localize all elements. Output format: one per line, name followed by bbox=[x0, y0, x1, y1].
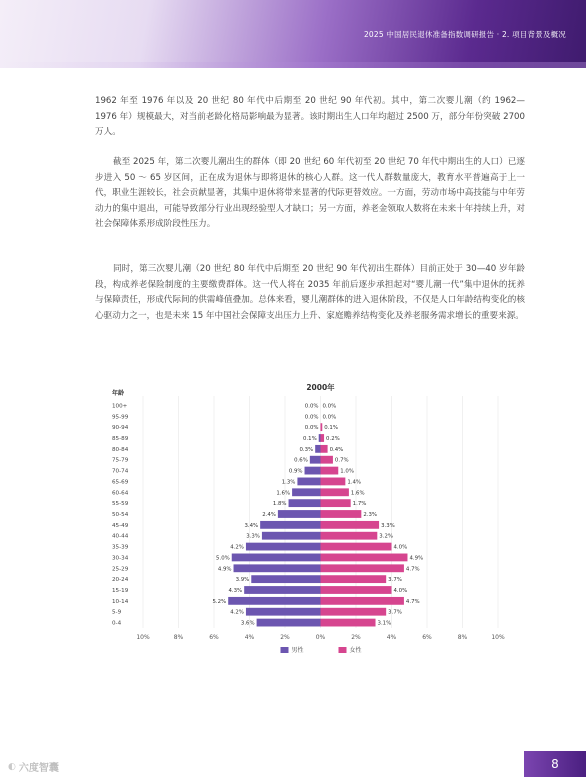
bar-female bbox=[321, 521, 380, 529]
bar-female bbox=[321, 532, 378, 540]
y-tick-label: 25-29 bbox=[112, 566, 129, 573]
data-label-male: 0.0% bbox=[304, 425, 319, 432]
data-label-female: 0.0% bbox=[322, 403, 337, 410]
data-label-male: 0.6% bbox=[294, 457, 308, 464]
bar-female bbox=[321, 564, 404, 572]
bar-female bbox=[321, 434, 325, 442]
data-label-female: 1.0% bbox=[340, 468, 354, 475]
y-tick-label: 30-34 bbox=[112, 555, 129, 562]
footer-logo-text: 六度智囊 bbox=[18, 763, 59, 774]
y-tick-label: 70-74 bbox=[112, 468, 129, 475]
bar-female bbox=[321, 554, 408, 562]
page-number-box bbox=[524, 751, 586, 777]
data-label-female: 1.6% bbox=[350, 490, 365, 497]
data-label-male: 3.6% bbox=[240, 620, 255, 627]
x-tick-label: 0% bbox=[315, 634, 326, 641]
x-tick-label: 2% bbox=[351, 634, 361, 641]
x-tick-label: 4% bbox=[244, 634, 255, 641]
y-tick-label: 45-49 bbox=[112, 522, 129, 529]
data-label-female: 0.1% bbox=[324, 425, 338, 432]
data-label-male: 0.0% bbox=[304, 403, 319, 410]
y-tick-label: 100+ bbox=[112, 403, 128, 410]
bar-female bbox=[321, 619, 376, 627]
bar-male bbox=[234, 564, 321, 572]
x-tick-label: 8% bbox=[173, 634, 184, 641]
data-label-male: 0.0% bbox=[304, 414, 319, 421]
y-tick-label: 85-89 bbox=[112, 436, 129, 442]
y-tick-label: 10-14 bbox=[112, 598, 129, 605]
data-label-female: 3.7% bbox=[388, 609, 402, 616]
x-tick-label: 10% bbox=[491, 634, 505, 641]
y-tick-label: 55-59 bbox=[112, 501, 129, 508]
x-tick-label: 8% bbox=[457, 634, 468, 641]
data-label-male: 1.8% bbox=[272, 501, 287, 508]
bar-female bbox=[321, 586, 392, 594]
chart-svg bbox=[110, 378, 520, 658]
y-tick-label: 80-84 bbox=[112, 446, 129, 453]
x-tick-label: 2% bbox=[280, 634, 290, 641]
x-tick-label: 6% bbox=[209, 634, 219, 641]
bar-female bbox=[321, 423, 323, 431]
paragraph-3 bbox=[95, 262, 525, 324]
bar-female bbox=[321, 597, 404, 605]
logo-mark-icon: ◐ bbox=[8, 761, 16, 772]
y-tick-label: 35-39 bbox=[112, 544, 129, 551]
bar-female bbox=[321, 456, 333, 464]
data-label-female: 3.1% bbox=[377, 620, 392, 627]
bar-male bbox=[262, 532, 321, 540]
bar-male bbox=[244, 586, 320, 594]
bar-male bbox=[251, 575, 320, 583]
data-label-male: 1.6% bbox=[276, 490, 291, 497]
bar-male bbox=[278, 510, 321, 518]
data-label-female: 4.7% bbox=[405, 598, 420, 605]
data-label-female: 3.2% bbox=[379, 533, 394, 540]
data-label-male: 0.3% bbox=[299, 446, 314, 453]
data-label-male: 4.2% bbox=[230, 544, 244, 551]
paragraph-2 bbox=[95, 155, 525, 233]
data-label-male: 3.4% bbox=[244, 522, 259, 529]
data-label-male: 4.3% bbox=[228, 588, 243, 594]
data-label-female: 3.7% bbox=[388, 577, 402, 584]
y-axis-label: 年龄 bbox=[112, 390, 125, 397]
header-band bbox=[0, 0, 586, 68]
bar-male bbox=[297, 478, 320, 486]
data-label-male: 5.2% bbox=[212, 598, 227, 605]
legend-swatch-male bbox=[281, 647, 289, 653]
bar-female bbox=[321, 608, 387, 616]
y-tick-label: 0-4 bbox=[112, 620, 122, 627]
data-label-female: 3.3% bbox=[381, 522, 395, 529]
chart-title: 2000年 bbox=[306, 383, 335, 392]
bar-male bbox=[257, 619, 321, 627]
y-tick-label: 20-24 bbox=[112, 577, 129, 584]
bar-male bbox=[289, 499, 321, 507]
data-label-male: 2.4% bbox=[262, 512, 276, 518]
bar-male bbox=[228, 597, 320, 605]
bar-male bbox=[232, 554, 321, 562]
data-label-female: 0.0% bbox=[322, 414, 337, 421]
bar-male bbox=[305, 467, 321, 475]
y-tick-label: 50-54 bbox=[112, 512, 129, 518]
bar-female bbox=[321, 575, 387, 583]
data-label-female: 4.0% bbox=[393, 544, 408, 551]
x-tick-label: 10% bbox=[136, 634, 150, 641]
data-label-female: 1.4% bbox=[347, 479, 362, 486]
bar-female bbox=[321, 543, 392, 551]
data-label-male: 4.9% bbox=[217, 566, 232, 573]
bar-female bbox=[321, 510, 362, 518]
bar-female bbox=[321, 488, 349, 496]
data-label-female: 4.7% bbox=[405, 566, 420, 573]
bar-female bbox=[321, 467, 339, 475]
bar-male bbox=[246, 608, 321, 616]
data-label-female: 0.7% bbox=[334, 457, 349, 464]
bar-male bbox=[310, 456, 321, 464]
data-label-male: 0.9% bbox=[288, 468, 303, 475]
x-tick-label: 6% bbox=[422, 634, 432, 641]
header-title: 2025 中国居民退休准备指数调研报告 · 2. 项目背景及概况 bbox=[363, 30, 566, 39]
data-label-male: 3.9% bbox=[235, 577, 250, 584]
data-label-male: 5.0% bbox=[216, 555, 230, 562]
bar-male bbox=[260, 521, 320, 529]
legend-label-male: 男性 bbox=[291, 647, 304, 654]
data-label-female: 2.3% bbox=[363, 512, 378, 518]
data-label-male: 0.1% bbox=[303, 436, 317, 442]
bar-male bbox=[315, 445, 320, 453]
bar-female bbox=[321, 478, 346, 486]
data-label-female: 0.2% bbox=[326, 436, 340, 442]
legend-label-female: 女性 bbox=[349, 647, 362, 654]
legend-swatch-female bbox=[339, 647, 347, 653]
bar-female bbox=[321, 499, 351, 507]
paragraph-2-text: 截至 2025 年，第二次婴儿潮出生的群体（即 20 世纪 60 年代初至 20 世纪 70 年代中期出生的人口）已逐步进入 50 ～ 65 岁区间，正在成为退休与即将退休的核心人群。这一代人群数量庞大，教育水平普遍高于上一代，职业生涯较长，社会贡献显著，其集中退休将带来显著的代际更替效应。一方面，劳动市场中高技能与中年劳动力的集中退出，可能导致部分行业出现经验型人才缺口；另一方面，养老金领取人数将在未来十年持续上升，对社会保障体系形成阶段性压力。 bbox=[95, 157, 525, 229]
bar-male bbox=[292, 488, 320, 496]
y-tick-label: 40-44 bbox=[112, 533, 129, 540]
x-tick-label: 4% bbox=[386, 634, 397, 641]
y-tick-label: 90-94 bbox=[112, 425, 129, 432]
y-tick-label: 65-69 bbox=[112, 479, 129, 486]
footer-logo bbox=[8, 759, 59, 774]
bar-female bbox=[321, 445, 328, 453]
paragraph-1-text: 1962 年至 1976 年以及 20 世纪 80 年代中后期至 20 世纪 90 年代初。其中，第二次婴儿潮（约 1962—1976 年）规模最大，对当前老龄化格局影响最为显著。该时期出生人口年均超过 2500 万，部分年份突破 2700 万人。 bbox=[95, 96, 525, 137]
data-label-female: 0.4% bbox=[329, 446, 344, 453]
data-label-female: 4.0% bbox=[393, 588, 408, 594]
y-tick-label: 75-79 bbox=[112, 457, 129, 464]
paragraph-1 bbox=[95, 94, 525, 141]
population-pyramid-chart bbox=[110, 378, 520, 658]
paragraph-3-text: 同时，第三次婴儿潮（20 世纪 80 年代中后期至 20 世纪 90 年代初出生群体）目前正处于 30—40 岁年龄段，构成养老保险制度的主要缴费群体。这一代人将在 2035 年前后逐步承担起对“婴儿潮一代”集中退休的抚养与保障责任，形成代际间的供需峰值叠加。总体来看，婴儿潮群体的进入退休阶段，不仅是人口年龄结构变化的核心驱动力之一，也是未来 15 年中国社会保障支出压力上升、家庭赡养结构变化及养老服务需求增长的重要来源。 bbox=[95, 264, 525, 321]
data-label-male: 4.2% bbox=[230, 609, 244, 616]
y-tick-label: 60-64 bbox=[112, 490, 129, 497]
data-label-female: 1.7% bbox=[352, 501, 367, 508]
bar-male bbox=[319, 434, 321, 442]
y-tick-label: 95-99 bbox=[112, 414, 129, 421]
bar-male bbox=[246, 543, 321, 551]
y-tick-label: 15-19 bbox=[112, 588, 129, 594]
data-label-male: 1.3% bbox=[281, 479, 296, 486]
data-label-male: 3.3% bbox=[246, 533, 260, 540]
data-label-female: 4.9% bbox=[409, 555, 424, 562]
page-number: 8 bbox=[551, 757, 559, 771]
y-tick-label: 5-9 bbox=[112, 609, 122, 616]
